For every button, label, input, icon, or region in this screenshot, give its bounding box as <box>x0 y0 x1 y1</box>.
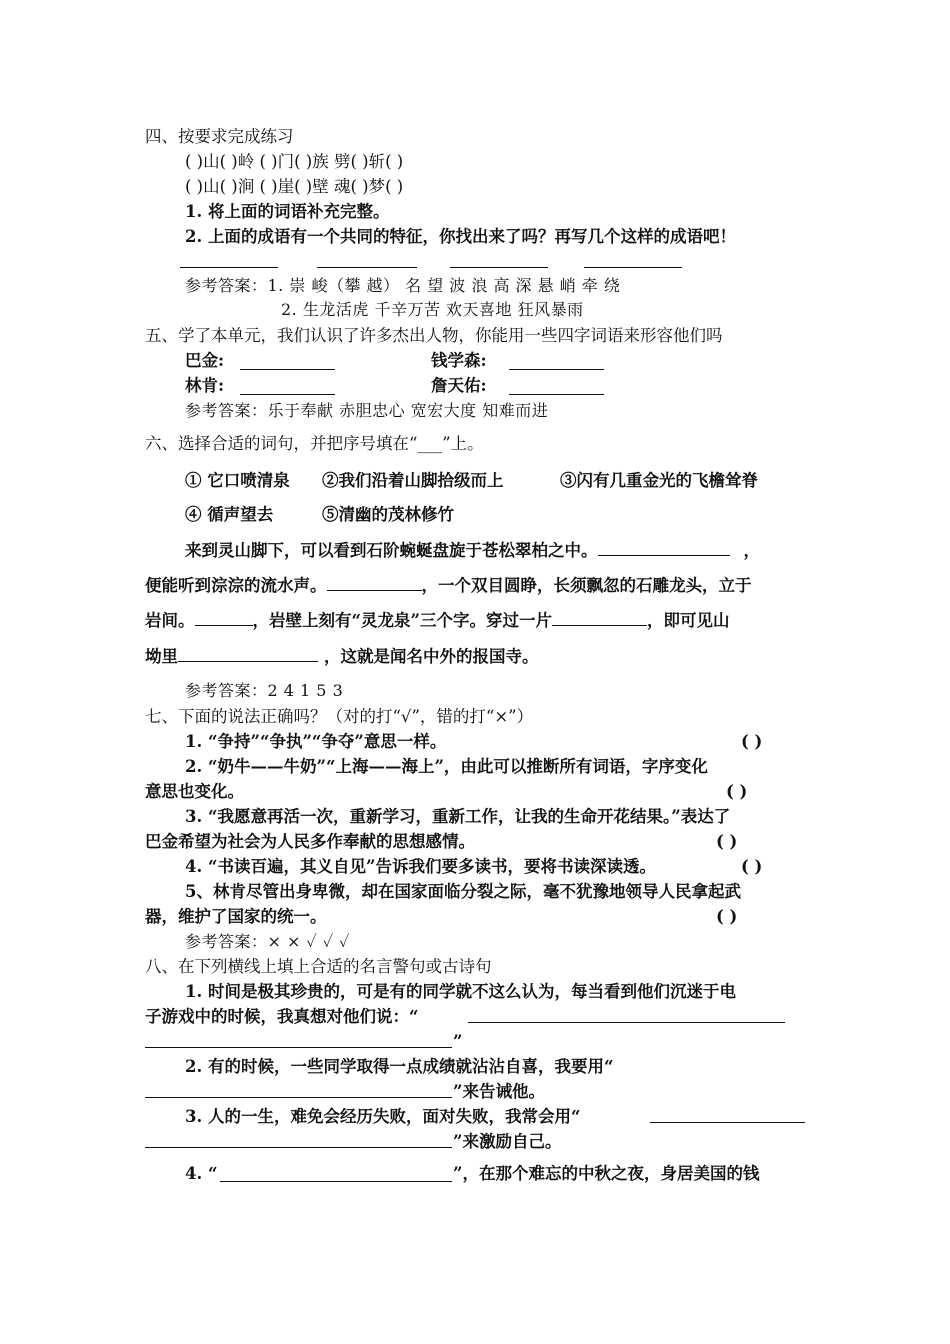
quote-question-4-cont: ”，在那个难忘的中秋之夜，身居美国的钱 <box>453 1164 760 1183</box>
passage-line-2 <box>145 575 752 597</box>
option-4: ④ 循声望去 <box>185 505 274 524</box>
passage-text: ，即可见山 <box>646 611 730 630</box>
option-5: ⑤清幽的茂林修竹 <box>322 505 454 524</box>
passage-text: 便能听到淙淙的流水声。 <box>145 576 327 595</box>
quote-question-3-cont: ”来激励自己。 <box>453 1132 562 1151</box>
quote-question-4-start: 4. “ <box>185 1164 218 1183</box>
judge-question-1: 1. “争持”“争执”“争夺”意思一样。 <box>185 732 447 751</box>
qianxuesen-label: 钱学森: <box>431 351 487 370</box>
answer-line[interactable] <box>450 267 548 268</box>
quote-question-1: 1. 时间是极其珍贵的，可是有的同学就不这么认为，每当看到他们沉迷于电 <box>185 982 736 1001</box>
passage-text: ，一个双目圆睁，长须飘忽的石雕龙头，立于 <box>421 576 752 595</box>
section-4-row-1: ( )山( )岭 ( )门( )族 劈( )斩( ) <box>185 152 404 171</box>
quote-1-line-a[interactable] <box>468 1022 785 1023</box>
judge-question-3-cont: 巴金希望为社会为人民多作奉献的思想感情。 <box>145 832 475 851</box>
answer-line[interactable] <box>584 267 682 268</box>
answer-line[interactable] <box>317 267 417 268</box>
judge-question-2: 2. “奶牛——牛奶”“上海——海上”，由此可以推断所有词语，字序变化 <box>185 757 708 776</box>
zhantianyou-answer-line[interactable] <box>509 394 604 395</box>
quote-question-3: 3. 人的一生，难免会经历失败，面对失败，我常会用“ <box>185 1107 581 1126</box>
judge-paren-1[interactable]: ( ) <box>741 732 763 751</box>
passage-text: ，岩壁上刻有“灵龙泉”三个字。穿过一片 <box>252 611 552 630</box>
quote-3-line-b[interactable] <box>145 1147 452 1148</box>
bajin-answer-line[interactable] <box>240 369 335 370</box>
bajin-label: 巴金: <box>185 351 225 370</box>
judge-question-5: 5、林肯尽管出身卑微，却在国家面临分裂之际，毫不犹豫地领导人民拿起武 <box>185 882 741 901</box>
passage-text: ，这就是闻名中外的报国寺。 <box>324 647 539 666</box>
judge-question-4: 4. “书读百遍，其义自见”告诉我们要多读书，要将书读深读透。 <box>185 857 656 876</box>
section-4-question-2: 2. 上面的成语有一个共同的特征，你找出来了吗？再写几个这样的成语吧！ <box>185 227 736 246</box>
passage-line-1 <box>185 540 760 562</box>
section-8-title: 八、在下列横线上填上合适的名言警句或古诗句 <box>145 957 492 976</box>
answer-line[interactable] <box>180 267 278 268</box>
section-5-title: 五、学了本单元，我们认识了许多杰出人物，你能用一些四字词语来形容他们吗 <box>145 326 723 345</box>
blank-4[interactable] <box>552 611 647 626</box>
blank-1[interactable] <box>598 541 730 556</box>
zhantianyou-label: 詹天佑: <box>431 376 487 395</box>
qianxuesen-answer-line[interactable] <box>509 369 604 370</box>
quote-question-2: 2. 有的时候，一些同学取得一点成绩就沾沾自喜，我要用“ <box>185 1057 614 1076</box>
section-4-row-2: ( )山( )涧 ( )崖( )壁 魂( )梦( ) <box>185 177 404 196</box>
quote-1-line-b[interactable] <box>145 1047 452 1048</box>
linken-label: 林肯: <box>185 376 225 395</box>
linken-answer-line[interactable] <box>240 394 335 395</box>
quote-question-1-cont: 子游戏中的时候，我真想对他们说：“ <box>145 1007 419 1026</box>
section-4-answer-1: 参考答案：1. 崇 峻（攀 越） 名 望 波 浪 高 深 悬 峭 牵 绕 <box>185 276 621 295</box>
judge-paren-4[interactable]: ( ) <box>741 857 763 876</box>
close-quote: ” <box>453 1032 463 1051</box>
section-7-answer: 参考答案：× × ✓ ✓ ✓ <box>185 932 351 951</box>
passage-text: 坳里 <box>145 647 178 666</box>
passage-line-4 <box>145 646 539 668</box>
passage-line-3 <box>145 610 729 632</box>
section-4-title: 四、按要求完成练习 <box>145 127 294 146</box>
option-2: ②我们沿着山脚拾级而上 <box>322 471 504 490</box>
section-6-answer: 参考答案：2 4 1 5 3 <box>185 681 344 700</box>
judge-question-5-cont: 器，维护了国家的统一。 <box>145 907 327 926</box>
option-3: ③闪有几重金光的飞檐耸脊 <box>560 471 758 490</box>
blank-3[interactable] <box>195 611 253 626</box>
blank-2[interactable] <box>327 576 422 591</box>
section-5-answer: 参考答案：乐于奉献 赤胆忠心 宽宏大度 知难而进 <box>185 401 549 420</box>
judge-paren-2[interactable]: ( ) <box>726 782 748 801</box>
judge-paren-3[interactable]: ( ) <box>716 832 738 851</box>
section-4-answer-2: 2. 生龙活虎 千辛万苦 欢天喜地 狂风暴雨 <box>281 300 584 319</box>
quote-4-line[interactable] <box>220 1181 452 1182</box>
quote-question-2-cont: ”来告诫他。 <box>453 1082 545 1101</box>
judge-question-2-cont: 意思也变化。 <box>145 782 244 801</box>
judge-paren-5[interactable]: ( ) <box>716 907 738 926</box>
section-4-question-1: 1. 将上面的词语补充完整。 <box>185 202 390 221</box>
quote-2-line[interactable] <box>145 1097 452 1098</box>
judge-question-3: 3. “我愿意再活一次，重新学习，重新工作，让我的生命开花结果。”表达了 <box>185 807 731 826</box>
blank-5[interactable] <box>178 647 318 662</box>
passage-text: 来到灵山脚下，可以看到石阶蜿蜒盘旋于苍松翠柏之中。 <box>185 541 598 560</box>
section-6-title: 六、选择合适的词句，并把序号填在“___”上。 <box>145 434 484 453</box>
passage-text: ， <box>743 541 760 560</box>
passage-text: 岩间。 <box>145 611 195 630</box>
quote-3-line-a[interactable] <box>650 1122 805 1123</box>
option-1: ① 它口喷清泉 <box>185 471 290 490</box>
section-7-title: 七、下面的说法正确吗？（对的打“√”，错的打“×”） <box>145 707 534 726</box>
